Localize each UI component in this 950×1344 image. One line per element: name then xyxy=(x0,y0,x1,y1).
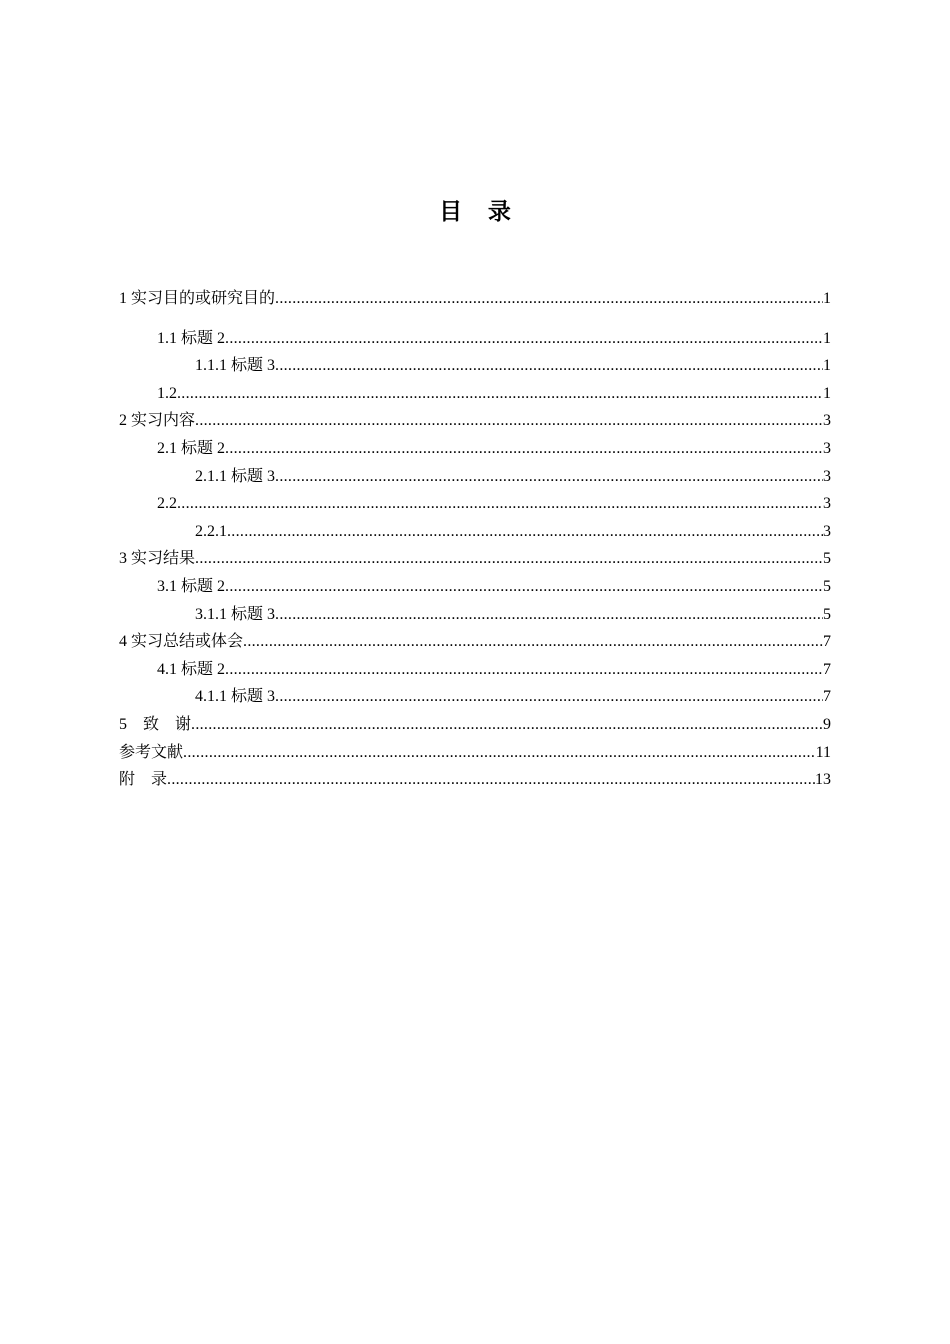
toc-entry-label: 5 致 谢 xyxy=(119,715,192,733)
toc-entry-label: 4.1.1 标题 3 xyxy=(195,688,276,706)
toc-dot-leader xyxy=(275,601,823,629)
toc-dot-leader xyxy=(195,407,823,435)
toc-entry[interactable] xyxy=(119,545,831,573)
toc-entry-page: 5 xyxy=(823,577,831,595)
toc-entry-page: 1 xyxy=(823,357,831,375)
toc-entry[interactable] xyxy=(119,683,831,711)
toc-entry[interactable] xyxy=(119,573,831,601)
toc-dot-leader xyxy=(275,683,823,711)
toc-dot-leader xyxy=(275,285,823,313)
toc-dot-leader xyxy=(177,380,823,408)
toc-entry[interactable] xyxy=(119,380,831,408)
toc-entry-label: 2.2 xyxy=(157,495,177,513)
toc-entry-page: 3 xyxy=(823,495,831,513)
toc-entry-label: 1.1.1 标题 3 xyxy=(195,357,276,375)
toc-entry-page: 1 xyxy=(823,329,831,347)
toc-entry[interactable] xyxy=(119,352,831,380)
toc-entry-page: 9 xyxy=(823,715,831,733)
toc-entry[interactable] xyxy=(119,711,831,739)
toc-entry-page: 3 xyxy=(823,412,831,430)
toc-entry-label: 3.1 标题 2 xyxy=(157,577,226,595)
toc-entry-label: 1.1 标题 2 xyxy=(157,329,226,347)
toc-dot-leader xyxy=(191,711,823,739)
toc-entry[interactable] xyxy=(119,285,831,313)
toc-entry-page: 1 xyxy=(823,290,831,307)
toc-entry-label: 1.2 xyxy=(157,384,177,402)
toc-dot-leader xyxy=(195,545,823,573)
toc-entry[interactable] xyxy=(119,628,831,656)
toc-entry[interactable] xyxy=(119,463,831,491)
toc-dot-leader xyxy=(225,435,823,463)
toc-entry[interactable] xyxy=(119,766,831,794)
toc-entry-page: 3 xyxy=(823,439,831,457)
toc-entry-page: 11 xyxy=(815,743,831,761)
toc-dot-leader xyxy=(225,573,823,601)
toc-title: 目 录 xyxy=(439,199,521,224)
toc-entry-label: 参考文献 xyxy=(119,743,184,761)
toc-entry-page: 13 xyxy=(815,771,831,789)
toc-dot-leader xyxy=(183,739,816,767)
toc-dot-leader xyxy=(225,656,823,684)
toc-dot-leader xyxy=(275,352,823,380)
toc-entry-label: 2 实习内容 xyxy=(119,412,196,430)
toc-entry[interactable] xyxy=(119,656,831,684)
toc-entry-page: 7 xyxy=(823,688,831,706)
toc-dot-leader xyxy=(177,490,823,518)
toc-entry-page: 3 xyxy=(823,467,831,485)
toc-dot-leader xyxy=(225,325,823,353)
toc-entry[interactable] xyxy=(119,407,831,435)
toc-entry-label: 附 录 xyxy=(119,771,168,789)
toc-dot-leader xyxy=(243,628,823,656)
toc-entry-page: 7 xyxy=(823,660,831,678)
toc-list xyxy=(119,285,831,794)
toc-entry-page: 1 xyxy=(823,384,831,402)
toc-entry[interactable] xyxy=(119,435,831,463)
toc-entry-label: 2.1 标题 2 xyxy=(157,439,226,457)
toc-entry-page: 3 xyxy=(823,522,831,540)
toc-entry-label: 2.2.1 xyxy=(195,522,227,540)
toc-entry[interactable] xyxy=(119,490,831,518)
toc-entry[interactable] xyxy=(119,739,831,767)
toc-entry-label: 3 实习结果 xyxy=(119,550,196,568)
toc-entry[interactable] xyxy=(119,325,831,353)
toc-entry-page: 5 xyxy=(823,605,831,623)
toc-entry-label: 4.1 标题 2 xyxy=(157,660,226,678)
toc-entry-page: 7 xyxy=(823,633,831,651)
toc-entry[interactable] xyxy=(119,518,831,546)
toc-entry-label: 3.1.1 标题 3 xyxy=(195,605,276,623)
toc-dot-leader xyxy=(275,463,823,491)
toc-dot-leader xyxy=(167,766,815,794)
toc-entry-label: 2.1.1 标题 3 xyxy=(195,467,276,485)
toc-entry-page: 5 xyxy=(823,550,831,568)
toc-entry[interactable] xyxy=(119,601,831,629)
toc-entry-label: 4 实习总结或体会 xyxy=(119,633,244,651)
toc-dot-leader xyxy=(227,518,823,546)
toc-entry-label: 1 实习目的或研究目的 xyxy=(119,290,276,307)
